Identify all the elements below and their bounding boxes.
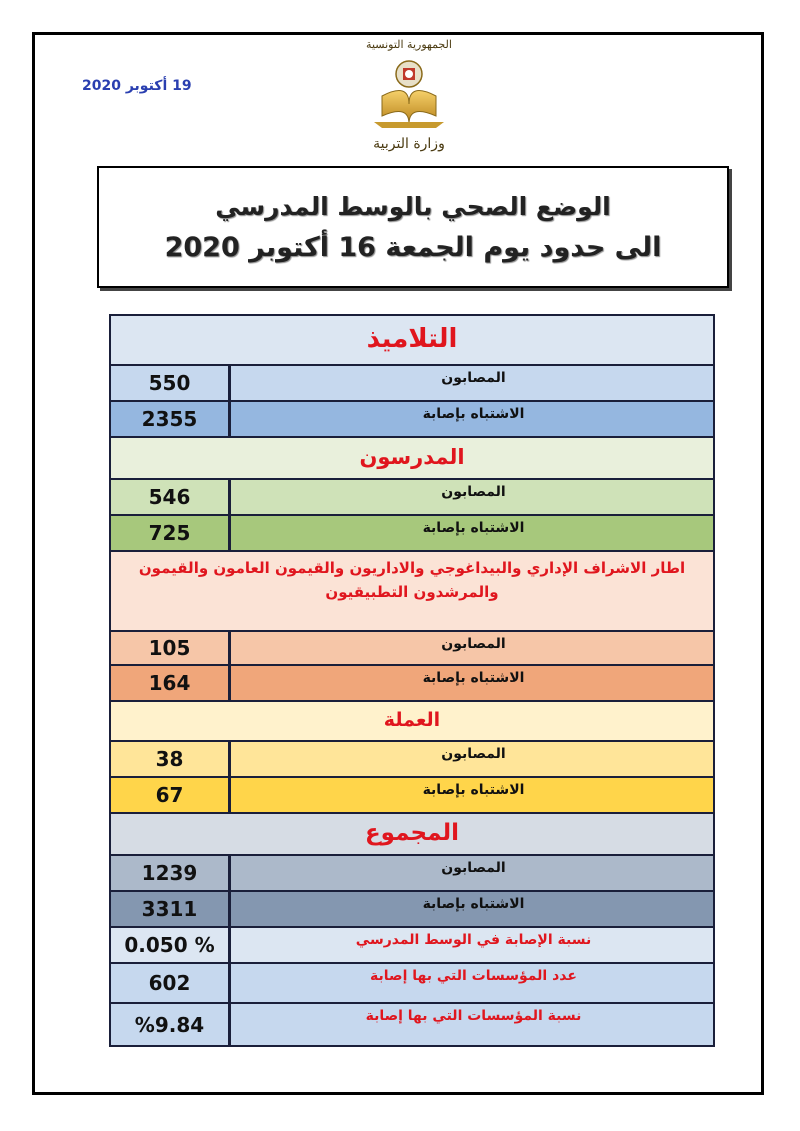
- label-cell: الاشتباه بإصابة: [422, 782, 525, 798]
- report-date: 19 أكتوبر 2020: [82, 78, 192, 94]
- label-cell: الاشتباه بإصابة: [422, 520, 525, 536]
- label-cell: نسبة الإصابة في الوسط المدرسي: [355, 932, 592, 948]
- label-cell: الاشتباه بإصابة: [422, 670, 525, 686]
- label-cell: المصابون: [441, 484, 506, 500]
- value-cell: 1239: [111, 856, 231, 890]
- label-cell: الاشتباه بإصابة: [422, 896, 525, 912]
- table-row: [111, 856, 713, 892]
- section-heading-students: [111, 316, 713, 366]
- section-heading-workers: [111, 702, 713, 742]
- label-cell: المصابون: [441, 636, 506, 652]
- emblem-top-text: الجمهورية التونسية: [366, 38, 452, 51]
- label-cell: نسبة المؤسسات التي بها إصابة: [365, 1008, 582, 1024]
- title-line-1: الوضع الصحي بالوسط المدرسي: [215, 192, 611, 221]
- table-row: [111, 928, 713, 964]
- value-cell: 550: [111, 366, 231, 400]
- label-cell: المصابون: [441, 860, 506, 876]
- table-row: [111, 778, 713, 814]
- table-row: [111, 964, 713, 1004]
- value-cell: 164: [111, 666, 231, 700]
- section-title: التلاميذ: [366, 324, 458, 354]
- value-cell: 546: [111, 480, 231, 514]
- value-cell: 2355: [111, 402, 231, 436]
- table-row: [111, 1004, 713, 1045]
- section-title: اطار الاشراف الإداري والبيداغوجي والاداريون والقيمون العامون والقيمون والمرشدون التطبيقيون: [138, 559, 686, 601]
- section-title: المدرسون: [359, 445, 465, 469]
- table-row: [111, 666, 713, 702]
- section-heading-staff: [111, 552, 713, 632]
- table-row: [111, 892, 713, 928]
- value-cell: 0.050 %: [111, 928, 231, 962]
- statistics-table: [109, 314, 715, 1047]
- value-cell: 38: [111, 742, 231, 776]
- value-cell: %9.84: [111, 1004, 231, 1045]
- ministry-emblem: [360, 38, 458, 158]
- table-row: [111, 366, 713, 402]
- section-title: المجموع: [364, 820, 460, 846]
- value-cell: 725: [111, 516, 231, 550]
- value-cell: 602: [111, 964, 231, 1002]
- table-row: [111, 402, 713, 438]
- section-title: العملة: [383, 709, 441, 731]
- label-cell: المصابون: [441, 746, 506, 762]
- ministry-logo-icon: [360, 52, 458, 132]
- table-row: [111, 516, 713, 552]
- emblem-bottom-text: وزارة التربية: [373, 136, 445, 152]
- label-cell: عدد المؤسسات التي بها إصابة: [370, 968, 577, 984]
- value-cell: 3311: [111, 892, 231, 926]
- table-row: [111, 480, 713, 516]
- value-cell: 105: [111, 632, 231, 664]
- label-cell: الاشتباه بإصابة: [422, 406, 525, 422]
- title-box: [97, 166, 729, 288]
- value-cell: 67: [111, 778, 231, 812]
- section-heading-teachers: [111, 438, 713, 480]
- table-row: [111, 742, 713, 778]
- label-cell: المصابون: [441, 370, 506, 386]
- section-heading-total: [111, 814, 713, 856]
- title-line-2: الى حدود يوم الجمعة 16 أكتوبر 2020: [164, 232, 662, 263]
- table-row: [111, 632, 713, 666]
